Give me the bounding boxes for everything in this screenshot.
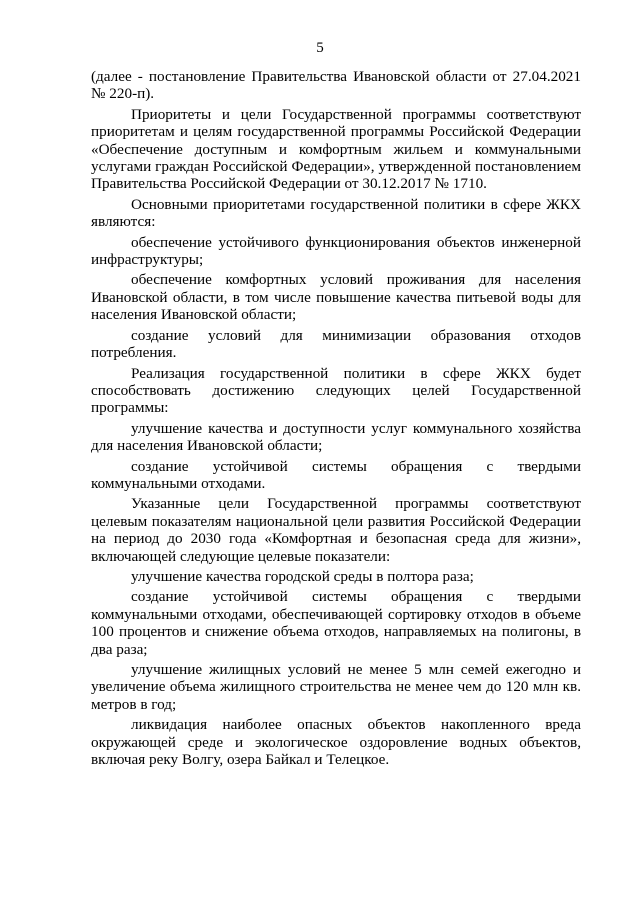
list-item: обеспечение устойчивого функционирования объектов инженерной инфраструктуры; <box>91 233 581 269</box>
list-item: улучшение качества и доступности услуг коммунального хозяйства для населения Ивановской области; <box>91 419 581 455</box>
list-item: ликвидация наиболее опасных объектов накопленного вреда окружающей среде и экологическое оздоровление водных объектов, включая реку Волгу, озера Байкал и Телецкое. <box>91 716 581 769</box>
paragraph-priorities-goals: Приоритеты и цели Государственной программы соответствуют приоритетам и целям государственной программы Российской Федерации «Обеспечение доступным и комфортным жильем и коммунальными услугами граждан Российской Федерации», утвержденной постановлением Правительства Российской Федерации от 30.12.2017 № 1710. <box>91 105 581 193</box>
list-item: создание устойчивой системы обращения с твердыми коммунальными отходами. <box>91 457 581 492</box>
list-item: улучшение жилищных условий не менее 5 млн семей ежегодно и увеличение объема жилищного строительства не менее чем до 120 млн кв. метров в год; <box>91 661 581 713</box>
document-body <box>91 68 581 768</box>
paragraph-main-priorities-intro: Основными приоритетами государственной политики в сфере ЖКХ являются: <box>91 195 581 231</box>
paragraph-goals-intro: Реализация государственной политики в сфере ЖКХ будет способствовать достижению следующих целей Государственной программы: <box>91 364 581 417</box>
paragraph-national-goal-intro: Указанные цели Государственной программы соответствуют целевым показателям национальной цели развития Российской Федерации на период до 2030 года «Комфортная и безопасная среда для жизни», включающей следующие целевые показатели: <box>91 495 581 565</box>
list-item: улучшение качества городской среды в полтора раза; <box>131 567 474 585</box>
list-item: создание устойчивой системы обращения с твердыми коммунальными отходами, обеспечивающей сортировку отходов в объеме 100 процентов и снижение объема отходов, направляемых на полигоны, в два раза; <box>91 588 581 658</box>
page-number: 5 <box>316 40 324 56</box>
paragraph-continuation: (далее - постановление Правительства Ивановской области от 27.04.2021 № 220-п). <box>91 68 581 103</box>
list-item: обеспечение комфортных условий проживания для населения Ивановской области, в том числе повышение качества питьевой воды для населения Ивановской области; <box>91 271 581 324</box>
list-item: создание условий для минимизации образования отходов потребления. <box>91 326 581 362</box>
